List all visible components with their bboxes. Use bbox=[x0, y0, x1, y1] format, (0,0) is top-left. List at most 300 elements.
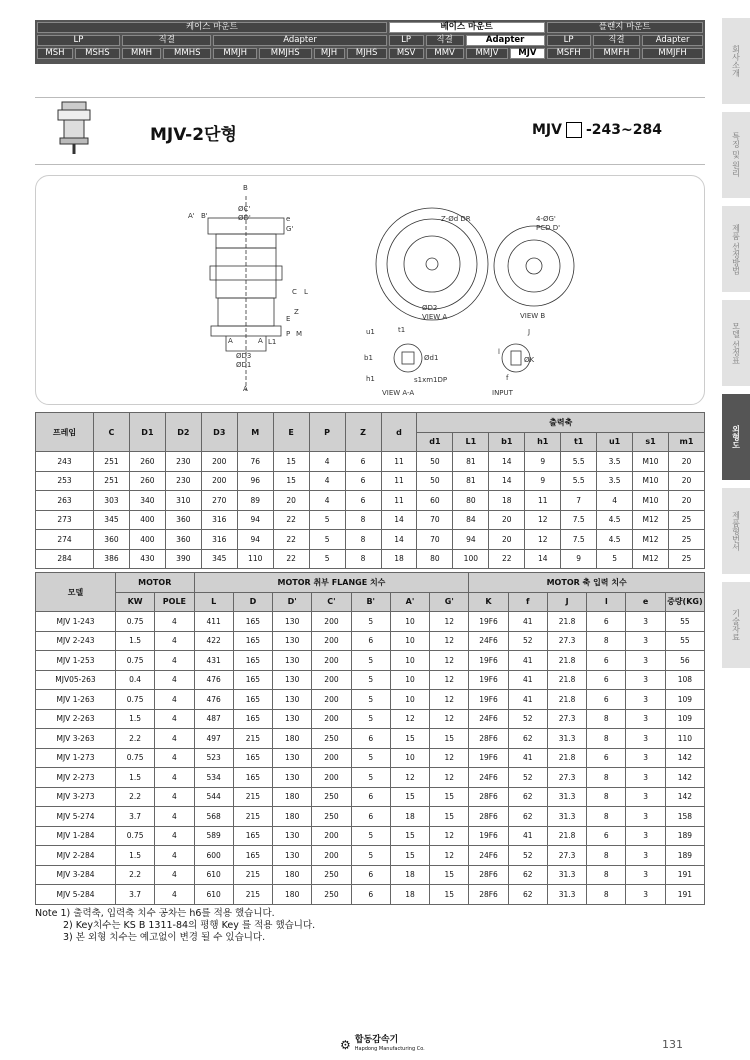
col-header: G' bbox=[430, 592, 469, 612]
table-row bbox=[36, 709, 705, 729]
table-cell: 15 bbox=[390, 846, 429, 866]
col-header: P bbox=[309, 413, 345, 452]
side-tab[interactable] bbox=[722, 206, 750, 292]
view-label: VIEW A-A bbox=[382, 389, 415, 397]
nav-adapter[interactable]: Adapter bbox=[642, 35, 703, 46]
table-cell: 10 bbox=[390, 651, 429, 671]
col-header: f bbox=[508, 592, 547, 612]
nav-model-mmhs[interactable]: MMHS bbox=[163, 48, 211, 59]
table-row bbox=[36, 530, 705, 550]
view-label: VIEW A bbox=[422, 313, 448, 321]
table-cell: 230 bbox=[165, 452, 201, 472]
table-cell: 215 bbox=[233, 729, 272, 749]
table-cell: 12 bbox=[430, 846, 469, 866]
col-header: D bbox=[233, 592, 272, 612]
table-cell: 5 bbox=[351, 846, 390, 866]
nav-model-mjv[interactable]: MJV bbox=[510, 48, 544, 59]
side-tab-label: 회사소개 bbox=[731, 45, 741, 77]
table-cell: 251 bbox=[94, 452, 130, 472]
col-header: A' bbox=[390, 592, 429, 612]
table-cell: 25 bbox=[669, 549, 705, 569]
table-cell: 274 bbox=[36, 530, 94, 550]
table-cell: MJV 2-273 bbox=[36, 768, 116, 788]
table-cell: 165 bbox=[233, 670, 272, 690]
table-cell: 4 bbox=[155, 651, 194, 671]
col-header: m1 bbox=[669, 432, 705, 452]
table-cell: 5 bbox=[309, 549, 345, 569]
table-cell: MJV 5-284 bbox=[36, 885, 116, 905]
table-row bbox=[36, 885, 705, 905]
table-cell: 12 bbox=[430, 826, 469, 846]
table-cell: 8 bbox=[587, 631, 626, 651]
table-cell: 250 bbox=[312, 865, 351, 885]
table-cell: 27.3 bbox=[547, 846, 586, 866]
nav-adapter[interactable]: Adapter bbox=[213, 35, 386, 46]
table-cell: 200 bbox=[312, 690, 351, 710]
table-cell: 411 bbox=[194, 612, 233, 632]
view-label: VIEW B bbox=[520, 312, 546, 320]
table-cell: M10 bbox=[633, 491, 669, 511]
table-cell: 81 bbox=[453, 452, 489, 472]
table-row bbox=[36, 787, 705, 807]
table-cell: 1.5 bbox=[116, 846, 155, 866]
nav-base-mount[interactable]: 베이스 마운트 bbox=[389, 22, 545, 33]
nav-adapter[interactable]: Adapter bbox=[466, 35, 545, 46]
table-cell: 3.7 bbox=[116, 807, 155, 827]
table-cell: 5 bbox=[351, 709, 390, 729]
table-cell: 165 bbox=[233, 651, 272, 671]
table-cell: 55 bbox=[665, 631, 704, 651]
table-cell: MJV 1-273 bbox=[36, 748, 116, 768]
table-cell: 31.3 bbox=[547, 885, 586, 905]
nav-model-mshs[interactable]: MSHS bbox=[75, 48, 120, 59]
table-cell: 0.4 bbox=[116, 670, 155, 690]
dim-label: ØD' bbox=[238, 214, 251, 222]
table-cell: 4 bbox=[309, 491, 345, 511]
mount-type-nav bbox=[35, 20, 705, 64]
brand-sub: Hapdong Manufacturing Co. bbox=[354, 1046, 425, 1052]
col-header: 모델 bbox=[36, 573, 116, 612]
table-cell: 200 bbox=[312, 631, 351, 651]
table-cell: 4 bbox=[155, 631, 194, 651]
table-cell: 110 bbox=[237, 549, 273, 569]
table-cell: 5 bbox=[351, 670, 390, 690]
table-cell: 27.3 bbox=[547, 709, 586, 729]
table-cell: 52 bbox=[508, 846, 547, 866]
table-cell: 28F6 bbox=[469, 885, 508, 905]
dim-label: A bbox=[258, 337, 263, 345]
table-cell: MJV 1-284 bbox=[36, 826, 116, 846]
table-cell: 110 bbox=[665, 729, 704, 749]
table-cell: 21.8 bbox=[547, 826, 586, 846]
nav-direct[interactable]: 직결 bbox=[426, 35, 464, 46]
view-label: INPUT bbox=[492, 389, 513, 397]
table-cell: 21.8 bbox=[547, 748, 586, 768]
table-cell: 31.3 bbox=[547, 729, 586, 749]
nav-lp[interactable]: LP bbox=[37, 35, 120, 46]
col-header: D3 bbox=[201, 413, 237, 452]
table-cell: 55 bbox=[665, 612, 704, 632]
dim-label: ØD2 bbox=[422, 304, 438, 312]
side-tabs bbox=[722, 18, 750, 676]
table-cell: 400 bbox=[129, 510, 165, 530]
table-cell: 27.3 bbox=[547, 768, 586, 788]
table-cell: 8 bbox=[345, 530, 381, 550]
table-cell: MJV 1-243 bbox=[36, 612, 116, 632]
table-row bbox=[36, 651, 705, 671]
table-cell: 431 bbox=[194, 651, 233, 671]
table-cell: 21.8 bbox=[547, 612, 586, 632]
note-line: Note 1) 출력축, 입력축 치수 공차는 h6를 적용 했습니다. bbox=[35, 908, 275, 919]
table-cell: 24F6 bbox=[469, 846, 508, 866]
table-cell: 8 bbox=[345, 510, 381, 530]
col-header: C' bbox=[312, 592, 351, 612]
table-cell: 4 bbox=[155, 865, 194, 885]
table-cell: 8 bbox=[587, 885, 626, 905]
table-cell: 27.3 bbox=[547, 631, 586, 651]
dim-label: PCD D' bbox=[536, 224, 561, 232]
nav-model-mjh[interactable]: MJH bbox=[314, 48, 345, 59]
col-header: D' bbox=[273, 592, 312, 612]
table-cell: 200 bbox=[201, 452, 237, 472]
table-cell: 15 bbox=[390, 826, 429, 846]
table-cell: 15 bbox=[430, 787, 469, 807]
table-cell: 28F6 bbox=[469, 807, 508, 827]
table-cell: 165 bbox=[233, 846, 272, 866]
dim-label: Ød1 bbox=[424, 354, 439, 362]
table-cell: 4 bbox=[155, 690, 194, 710]
nav-lp[interactable]: LP bbox=[547, 35, 591, 46]
table-cell: 8 bbox=[587, 787, 626, 807]
side-tab-label: 특징 및 원리 bbox=[731, 132, 741, 178]
table-cell: 0.75 bbox=[116, 690, 155, 710]
table-cell: 497 bbox=[194, 729, 233, 749]
col-header: D1 bbox=[129, 413, 165, 452]
nav-case-mount[interactable]: 케이스 마운트 bbox=[37, 22, 387, 33]
table-cell: 76 bbox=[237, 452, 273, 472]
table-cell: 200 bbox=[312, 709, 351, 729]
table-cell: 400 bbox=[129, 530, 165, 550]
table-cell: 243 bbox=[36, 452, 94, 472]
table-cell: M12 bbox=[633, 510, 669, 530]
table-cell: 31.3 bbox=[547, 865, 586, 885]
table-cell: 487 bbox=[194, 709, 233, 729]
side-tab[interactable] bbox=[722, 112, 750, 198]
table-cell: 5 bbox=[351, 612, 390, 632]
col-header: d bbox=[381, 413, 417, 452]
table-cell: 6 bbox=[351, 631, 390, 651]
table-row bbox=[36, 807, 705, 827]
table-cell: 80 bbox=[417, 549, 453, 569]
table-cell: 6 bbox=[587, 651, 626, 671]
table-cell: 230 bbox=[165, 471, 201, 491]
table-cell: 21.8 bbox=[547, 690, 586, 710]
table-cell: 200 bbox=[312, 612, 351, 632]
table-cell: 476 bbox=[194, 670, 233, 690]
table-cell: 250 bbox=[312, 807, 351, 827]
table-cell: 62 bbox=[508, 885, 547, 905]
table-cell: 260 bbox=[129, 471, 165, 491]
nav-lp[interactable]: LP bbox=[389, 35, 424, 46]
nav-model-mmh[interactable]: MMH bbox=[122, 48, 161, 59]
table-cell: 589 bbox=[194, 826, 233, 846]
dim-label: b1 bbox=[364, 354, 373, 362]
table-cell: 215 bbox=[233, 865, 272, 885]
table-cell: 5 bbox=[351, 826, 390, 846]
nav-model-mmjfh[interactable]: MMJFH bbox=[642, 48, 703, 59]
table-cell: 10 bbox=[390, 670, 429, 690]
table-cell: 165 bbox=[233, 612, 272, 632]
table-cell: 6 bbox=[351, 885, 390, 905]
table-cell: 62 bbox=[508, 807, 547, 827]
table-cell: 11 bbox=[525, 491, 561, 511]
table-cell: 6 bbox=[351, 787, 390, 807]
table-cell: 5 bbox=[597, 549, 633, 569]
table-cell: 5.5 bbox=[561, 471, 597, 491]
table-cell: 6 bbox=[587, 826, 626, 846]
table-cell: 0.75 bbox=[116, 748, 155, 768]
table-cell: 4.5 bbox=[597, 510, 633, 530]
table-cell: 50 bbox=[417, 452, 453, 472]
table-cell: 422 bbox=[194, 631, 233, 651]
table-cell: 5 bbox=[351, 768, 390, 788]
table-cell: 3.7 bbox=[116, 885, 155, 905]
table-cell: 7.5 bbox=[561, 530, 597, 550]
table-cell: 360 bbox=[165, 510, 201, 530]
table-cell: 19F6 bbox=[469, 612, 508, 632]
side-tab[interactable] bbox=[722, 582, 750, 668]
table-cell: 200 bbox=[312, 651, 351, 671]
table-cell: 310 bbox=[165, 491, 201, 511]
table-cell: 52 bbox=[508, 768, 547, 788]
table-cell: 12 bbox=[430, 690, 469, 710]
table-cell: 215 bbox=[233, 787, 272, 807]
table-cell: 4 bbox=[155, 768, 194, 788]
table-cell: 89 bbox=[237, 491, 273, 511]
table-cell: 4 bbox=[155, 670, 194, 690]
table-cell: 130 bbox=[273, 748, 312, 768]
table-cell: 10 bbox=[390, 748, 429, 768]
table-cell: 22 bbox=[273, 530, 309, 550]
table-cell: 284 bbox=[36, 549, 94, 569]
note-line: 3) 본 외형 치수는 예고없이 변경 될 수 있습니다. bbox=[63, 932, 266, 943]
col-header: l bbox=[587, 592, 626, 612]
table-cell: 41 bbox=[508, 612, 547, 632]
table-cell: 11 bbox=[381, 452, 417, 472]
nav-flange-mount[interactable]: 플랜지 마운트 bbox=[547, 22, 703, 33]
dim-label: C bbox=[292, 288, 297, 296]
table-row bbox=[36, 768, 705, 788]
table-cell: 6 bbox=[587, 690, 626, 710]
nav-direct[interactable]: 직결 bbox=[593, 35, 640, 46]
table-cell: 18 bbox=[390, 807, 429, 827]
table-cell: 3.5 bbox=[597, 452, 633, 472]
table-cell: 3 bbox=[626, 670, 665, 690]
table-cell: 60 bbox=[417, 491, 453, 511]
table-cell: 24F6 bbox=[469, 768, 508, 788]
table-cell: M10 bbox=[633, 471, 669, 491]
table-cell: 191 bbox=[665, 865, 704, 885]
table-cell: 15 bbox=[390, 787, 429, 807]
col-header: D2 bbox=[165, 413, 201, 452]
table-cell: 6 bbox=[345, 471, 381, 491]
table-cell: 14 bbox=[525, 549, 561, 569]
table-cell: MJV 2-284 bbox=[36, 846, 116, 866]
group-header: MOTOR 축 입력 치수 bbox=[469, 573, 705, 593]
dim-label: ØC' bbox=[238, 205, 251, 213]
table-cell: 142 bbox=[665, 787, 704, 807]
table-cell: 12 bbox=[390, 709, 429, 729]
table-cell: 20 bbox=[669, 452, 705, 472]
table-cell: 523 bbox=[194, 748, 233, 768]
nav-model-mmjh[interactable]: MMJH bbox=[213, 48, 256, 59]
table-cell: 303 bbox=[94, 491, 130, 511]
table-cell: 14 bbox=[489, 471, 525, 491]
col-header: C bbox=[94, 413, 130, 452]
table-cell: 180 bbox=[273, 865, 312, 885]
table-cell: 41 bbox=[508, 748, 547, 768]
nav-model-mmfh[interactable]: MMFH bbox=[593, 48, 640, 59]
col-header: POLE bbox=[155, 592, 194, 612]
table-cell: 12 bbox=[430, 768, 469, 788]
table-cell: 10 bbox=[390, 612, 429, 632]
table-cell: 24F6 bbox=[469, 709, 508, 729]
model-code-blank bbox=[566, 122, 582, 138]
dim-label: B bbox=[243, 184, 248, 192]
table-cell: 62 bbox=[508, 787, 547, 807]
dim-label: 4-ØG' bbox=[536, 215, 556, 223]
nav-model-mmv[interactable]: MMV bbox=[426, 48, 464, 59]
table-cell: 15 bbox=[430, 807, 469, 827]
table-cell: 21.8 bbox=[547, 651, 586, 671]
table-cell: MJV05-263 bbox=[36, 670, 116, 690]
table-cell: 3 bbox=[626, 768, 665, 788]
table-cell: 130 bbox=[273, 670, 312, 690]
nav-model-msv[interactable]: MSV bbox=[389, 48, 424, 59]
col-header: t1 bbox=[561, 432, 597, 452]
table-cell: 7.5 bbox=[561, 510, 597, 530]
dim-label: Z bbox=[294, 308, 299, 316]
dim-label: ØD3 bbox=[236, 352, 252, 360]
table-cell: 18 bbox=[489, 491, 525, 511]
table-cell: 94 bbox=[237, 530, 273, 550]
col-header: Z bbox=[345, 413, 381, 452]
table-cell: 8 bbox=[587, 729, 626, 749]
table-cell: 15 bbox=[390, 729, 429, 749]
nav-model-mjhs[interactable]: MJHS bbox=[347, 48, 387, 59]
table-cell: 2.2 bbox=[116, 787, 155, 807]
dim-label: l bbox=[498, 348, 500, 356]
table-cell: 22 bbox=[273, 510, 309, 530]
table-cell: 8 bbox=[587, 709, 626, 729]
side-tab[interactable] bbox=[722, 488, 750, 574]
table-cell: 4 bbox=[155, 612, 194, 632]
table-cell: M10 bbox=[633, 452, 669, 472]
col-header: 중량(KG) bbox=[665, 592, 704, 612]
table-cell: 12 bbox=[430, 631, 469, 651]
table-cell: 81 bbox=[453, 471, 489, 491]
table-cell: 250 bbox=[312, 787, 351, 807]
table-cell: 20 bbox=[669, 491, 705, 511]
table-cell: 28F6 bbox=[469, 865, 508, 885]
col-header: u1 bbox=[597, 432, 633, 452]
table-cell: 200 bbox=[312, 846, 351, 866]
table-cell: 15 bbox=[430, 729, 469, 749]
table-cell: 12 bbox=[430, 612, 469, 632]
table-cell: 0.75 bbox=[116, 826, 155, 846]
table-cell: 165 bbox=[233, 826, 272, 846]
col-header: E bbox=[273, 413, 309, 452]
nav-model-mmjv[interactable]: MMJV bbox=[466, 48, 508, 59]
side-tab[interactable] bbox=[722, 394, 750, 480]
table-cell: MJV 3-263 bbox=[36, 729, 116, 749]
table-cell: 28F6 bbox=[469, 787, 508, 807]
table-cell: 11 bbox=[381, 471, 417, 491]
table-cell: 70 bbox=[417, 510, 453, 530]
table-cell: MJV 2-263 bbox=[36, 709, 116, 729]
table-cell: 345 bbox=[201, 549, 237, 569]
dim-label: Z-Ød DR bbox=[441, 215, 471, 223]
table-cell: 25 bbox=[669, 510, 705, 530]
table-cell: 165 bbox=[233, 690, 272, 710]
table-cell: 130 bbox=[273, 612, 312, 632]
table-cell: 5 bbox=[351, 651, 390, 671]
table-cell: 12 bbox=[430, 709, 469, 729]
table-cell: 4 bbox=[309, 452, 345, 472]
table-cell: 108 bbox=[665, 670, 704, 690]
side-tab[interactable] bbox=[722, 18, 750, 104]
table-cell: 9 bbox=[525, 452, 561, 472]
side-tab[interactable] bbox=[722, 300, 750, 386]
table-cell: 18 bbox=[390, 865, 429, 885]
table-cell: 191 bbox=[665, 885, 704, 905]
footer-brand bbox=[340, 1036, 425, 1054]
nav-direct[interactable]: 직결 bbox=[122, 35, 212, 46]
dim-label: G' bbox=[286, 225, 294, 233]
table-cell: 5 bbox=[351, 748, 390, 768]
table-cell: 250 bbox=[312, 885, 351, 905]
col-header: L bbox=[194, 592, 233, 612]
table-cell: 24F6 bbox=[469, 631, 508, 651]
col-header: e bbox=[626, 592, 665, 612]
table-cell: 273 bbox=[36, 510, 94, 530]
nav-model-msh[interactable]: MSH bbox=[37, 48, 73, 59]
table-cell: M12 bbox=[633, 530, 669, 550]
table-cell: 189 bbox=[665, 826, 704, 846]
col-header: L1 bbox=[453, 432, 489, 452]
nav-model-msfh[interactable]: MSFH bbox=[547, 48, 591, 59]
table-cell: 270 bbox=[201, 491, 237, 511]
table-cell: MJV 3-284 bbox=[36, 865, 116, 885]
table-cell: MJV 1-253 bbox=[36, 651, 116, 671]
table-cell: MJV 1-263 bbox=[36, 690, 116, 710]
table-cell: 18 bbox=[390, 885, 429, 905]
table-cell: 130 bbox=[273, 631, 312, 651]
model-dimension-table bbox=[35, 572, 705, 905]
table-row bbox=[36, 631, 705, 651]
table-cell: 100 bbox=[453, 549, 489, 569]
table-row bbox=[36, 865, 705, 885]
table-cell: 430 bbox=[129, 549, 165, 569]
table-row bbox=[36, 471, 705, 491]
table-cell: 130 bbox=[273, 651, 312, 671]
table-cell: 18 bbox=[381, 549, 417, 569]
table-cell: 215 bbox=[233, 885, 272, 905]
nav-model-mmjhs[interactable]: MMJHS bbox=[259, 48, 312, 59]
table-cell: 70 bbox=[417, 530, 453, 550]
dim-label: L bbox=[304, 288, 308, 296]
dim-label: P bbox=[286, 330, 291, 338]
